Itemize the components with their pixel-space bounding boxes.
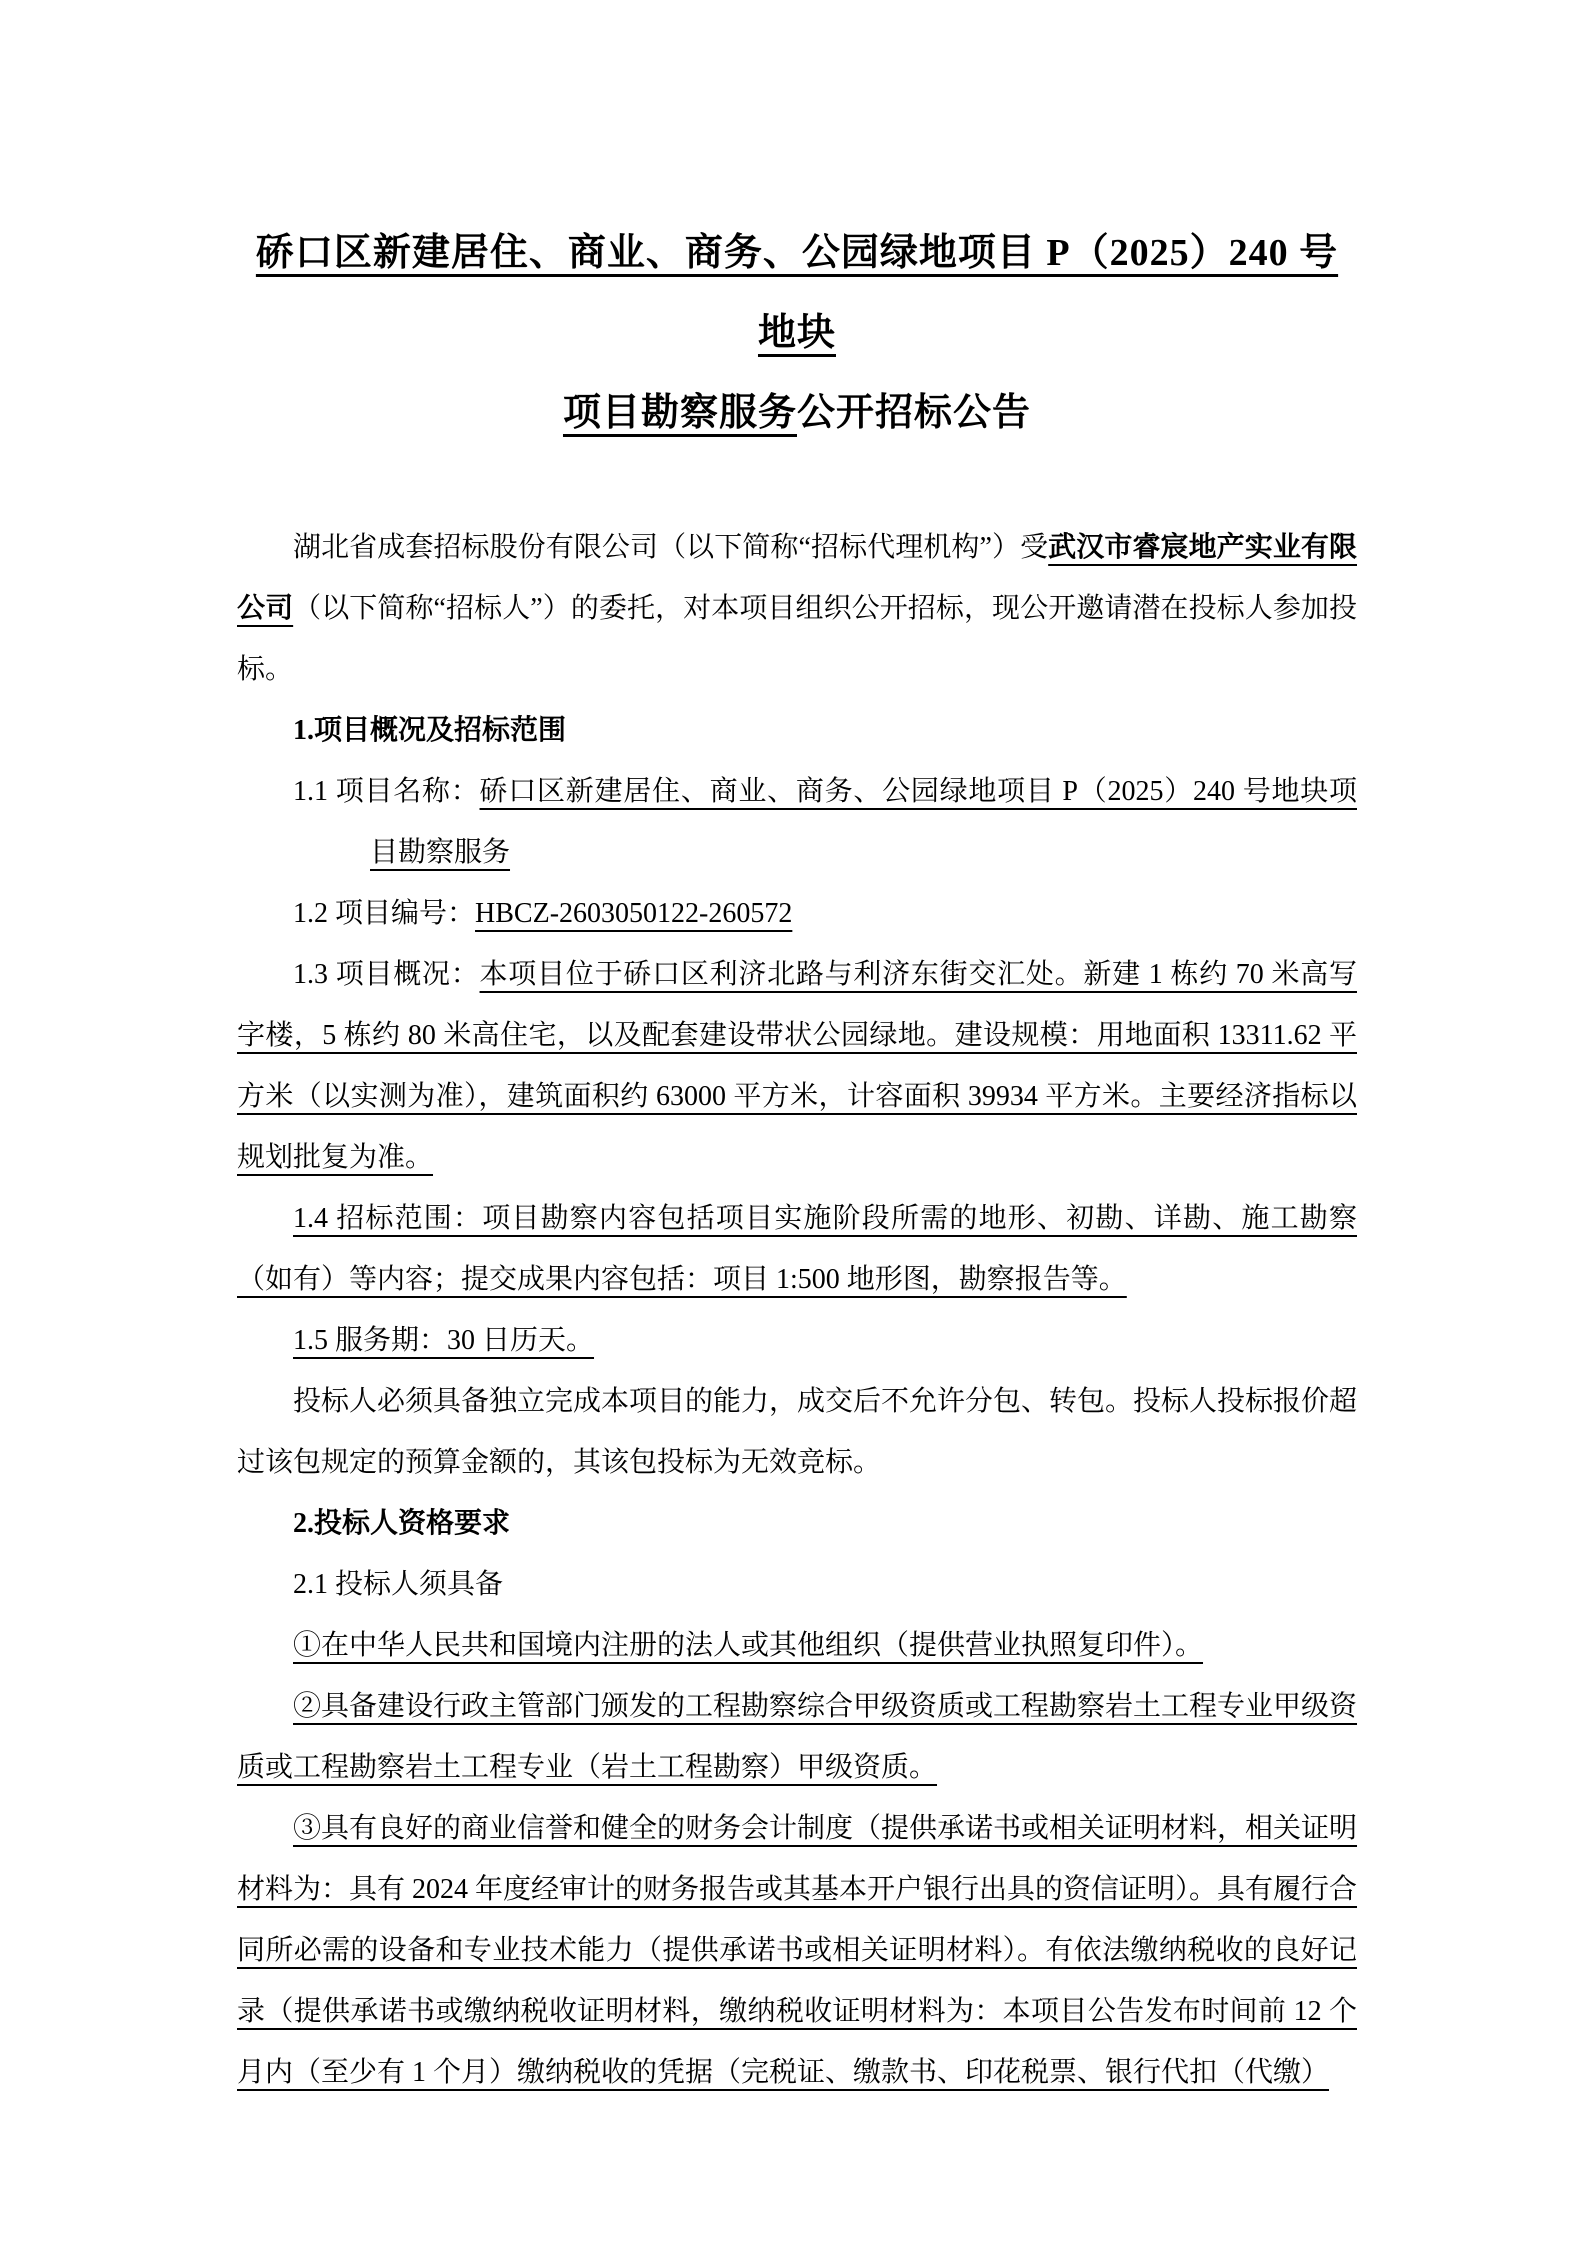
item-1-3-value: 本项目位于硚口区利济北路与利济东街交汇处。新建 1 栋约 70 米高写字楼，5 栋约 80 米高住宅，以及配套建设带状公园绿地。建设规模：用地面积 13311.62 平方米（以实测为准），建筑面积约 63000 平方米，计容面积 39934 平方米。主要经济指标以规划批复为准。 (237, 959, 1357, 1173)
title-line-2-underlined-text: 项目勘察服务 (562, 392, 797, 434)
title-line-1 (237, 213, 1357, 373)
intro-paragraph (237, 517, 1357, 700)
intro-text-after-bidder: （以下简称“招标人”）的委托，对本项目组织公开招标，现公开邀请潜在投标人参加投标。 (237, 593, 1357, 685)
item-1-1-label: 1.1 项目名称： (293, 776, 480, 807)
item-1-5-text: 1.5 服务期：30 日历天。 (293, 1325, 595, 1356)
section-2-heading: 2.投标人资格要求 (293, 1508, 511, 1539)
item-1-3-project-overview (237, 944, 1357, 1188)
item-1-4-tender-scope (237, 1188, 1357, 1310)
title-line-1-text: 硚口区新建居住、商业、商务、公园绿地项目 P（2025）240 号地块 (255, 232, 1339, 354)
item-1-1-project-name (237, 761, 1357, 883)
requirement-2-qualification (237, 1676, 1357, 1798)
item-1-1-value: 硚口区新建居住、商业、商务、公园绿地项目 P（2025）240 号地块项目勘察服务 (370, 776, 1357, 868)
requirement-3-finance-tax (237, 1798, 1357, 2103)
requirement-2-text: ②具备建设行政主管部门颁发的工程勘察综合甲级资质或工程勘察岩土工程专业甲级资质或工程勘察岩土工程专业（岩土工程勘察）甲级资质。 (237, 1691, 1358, 1783)
requirement-3-text: ③具有良好的商业信誉和健全的财务会计制度（提供承诺书或相关证明材料，相关证明材料为：具有 2024 年度经审计的财务报告或其基本开户银行出具的资信证明）。具有履行合同所必需的设备和专业技术能力（提供承诺书或相关证明材料）。有依法缴纳税收的良好记录（提供承诺书或缴纳税收证明材料，缴纳税收证明材料为：本项目公告发布时间前 12 个月内（至少有 1 个月）缴纳税收的凭据（完税证、缴款书、印花税票、银行代扣（代缴） (237, 1813, 1358, 2088)
item-1-2-project-number (237, 883, 1357, 944)
intro-text-before-bidder: 湖北省成套招标股份有限公司（以下简称“招标代理机构”）受 (293, 532, 1049, 563)
section-1-heading: 1.项目概况及招标范围 (293, 715, 567, 746)
item-1-3-label: 1.3 项目概况： (293, 959, 480, 990)
item-1-5-service-period (237, 1310, 1357, 1371)
item-1-2-label: 1.2 项目编号： (293, 898, 476, 929)
independence-note-paragraph: 投标人必须具备独立完成本项目的能力，成交后不允许分包、转包。投标人投标报价超过该包规定的预算金额的，其该包投标为无效竞标。 (237, 1386, 1358, 1478)
title-line-2 (237, 373, 1357, 453)
title-line-2-rest-text: 公开招标公告 (797, 392, 1032, 434)
document-title (237, 213, 1357, 453)
requirement-1-text: ①在中华人民共和国境内注册的法人或其他组织（提供营业执照复印件）。 (293, 1630, 1204, 1661)
item-1-4-text: 1.4 招标范围：项目勘察内容包括项目实施阶段所需的地形、初勘、详勘、施工勘察（如有）等内容；提交成果内容包括：项目 1:500 地形图，勘察报告等。 (237, 1203, 1357, 1295)
requirement-1-registration (237, 1615, 1357, 1676)
document-body (237, 517, 1357, 2103)
item-2-1-bidder-must-have: 2.1 投标人须具备 (293, 1569, 504, 1600)
bidder-company-name: 武汉市睿宸地产实业有限公司 (237, 532, 1357, 624)
item-1-2-value: HBCZ-2603050122-260572 (475, 898, 793, 929)
